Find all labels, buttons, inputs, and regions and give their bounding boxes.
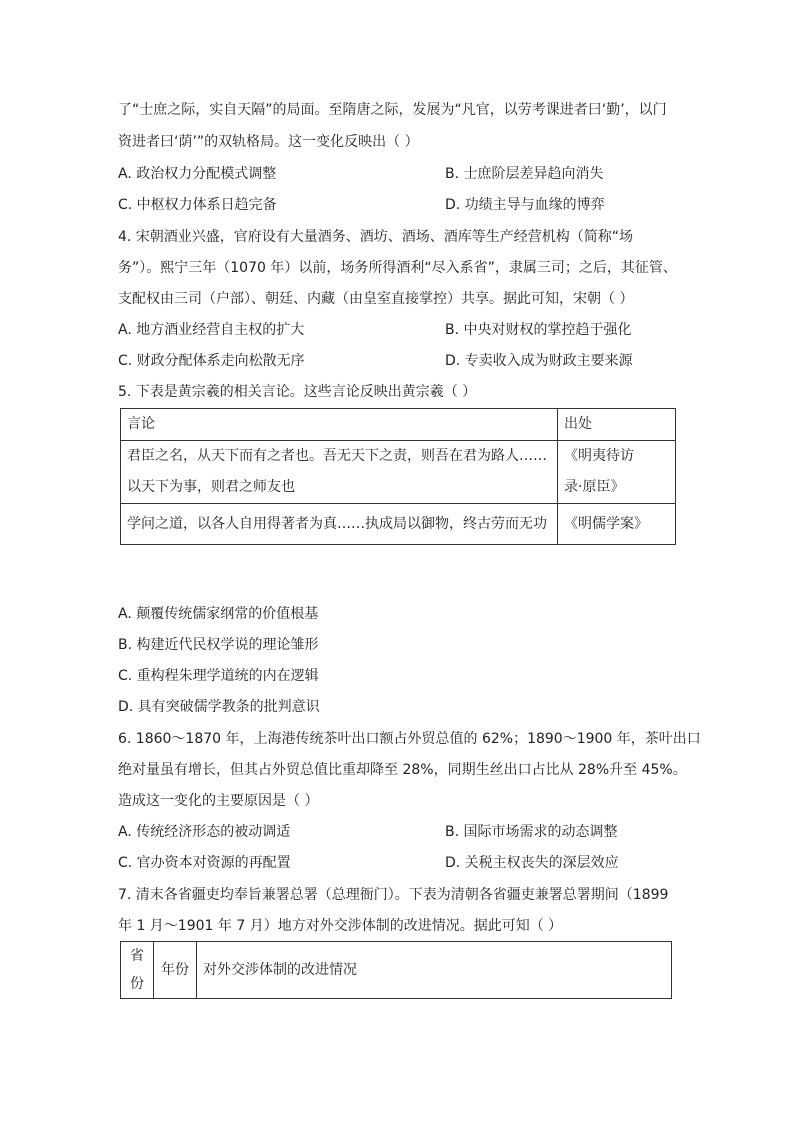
q6-stem-line-3: 造成这一变化的主要原因是（ ）	[118, 793, 319, 809]
q7-reform-table	[120, 941, 672, 999]
q4-stem-line-1: 4. 宋朝酒业兴盛，官府设有大量酒务、酒坊、酒场、酒库等生产经营机构（简称“场	[118, 229, 634, 245]
q3-option-d: D. 功绩主导与血缘的博弈	[445, 197, 605, 213]
q6-option-b: B. 国际市场需求的动态调整	[445, 824, 618, 840]
q4-stem-line-3: 支配权由三司（户部）、朝廷、内藏（由皇室直接掌控）共享。据此可知，宋朝（ ）	[118, 291, 634, 307]
province-line: 省	[130, 948, 144, 964]
q3-option-c: C. 中枢权力体系日趋完备	[118, 197, 277, 213]
q6-option-a: A. 传统经济形态的被动调适	[118, 824, 291, 840]
source-line: 《明儒学案》	[564, 516, 648, 532]
table-row	[121, 441, 676, 504]
province-line: 份	[130, 976, 144, 992]
q6-option-c: C. 官办资本对资源的再配置	[118, 855, 291, 871]
q4-option-d: D. 专卖收入成为财政主要来源	[445, 353, 633, 369]
table-header-year: 年份	[154, 942, 197, 999]
table-header-row	[121, 409, 676, 441]
q5-option-c: C. 重构程朱理学道统的内在逻辑	[118, 668, 319, 684]
q4-option-b: B. 中央对财权的掌控趋于强化	[445, 322, 632, 338]
table-header-speech: 言论	[121, 409, 558, 441]
q7-stem-line-2: 年 1 月～1901 年 7 月）地方对外交涉体制的改进情况。据此可知（ ）	[118, 918, 563, 934]
q3-option-b: B. 士庶阶层差异趋向消失	[445, 166, 604, 182]
table-header-row	[121, 942, 672, 999]
q3-option-a: A. 政治权力分配模式调整	[118, 166, 277, 182]
q5-stem: 5. 下表是黄宗羲的相关言论。这些言论反映出黄宗羲（ ）	[118, 384, 477, 400]
q4-stem-line-2: 务”）。熙宁三年（1070 年）以前，场务所得酒利“尽入系省”，隶属三司；之后，其征管、	[118, 260, 677, 276]
q6-stem-line-1: 6. 1860～1870 年，上海港传统茶叶出口额占外贸总值的 62%；1890～1900 年，茶叶出口	[118, 731, 701, 747]
table-header-reform: 对外交涉体制的改进情况	[197, 942, 672, 999]
table-cell-source	[558, 441, 676, 504]
speech-line: 以天下为事，则君之师友也	[127, 479, 295, 495]
q5-quote-table	[120, 408, 676, 545]
q5-option-d: D. 具有突破儒学教条的批判意识	[118, 699, 320, 715]
q6-option-d: D. 关税主权丧失的深层效应	[445, 855, 619, 871]
q5-option-a: A. 颠覆传统儒家纲常的价值根基	[118, 606, 319, 622]
table-row	[121, 504, 676, 545]
table-cell-speech	[121, 504, 558, 545]
table-cell-source	[558, 504, 676, 545]
speech-line: 君臣之名，从天下而有之者也。吾无天下之责，则吾在君为路人……	[127, 448, 547, 464]
table-cell-speech	[121, 441, 558, 504]
source-line: 《明夷待访	[564, 448, 634, 464]
speech-line: 学问之道，以各人自用得著者为真……执成局以御物，终古劳而无功	[127, 516, 547, 532]
table-header-source: 出处	[558, 409, 676, 441]
q7-stem-line-1: 7. 清末各省疆吏均奉旨兼署总署（总理衙门）。下表为清朝各省疆吏兼署总署期间（1899	[118, 887, 669, 903]
source-line: 录·原臣》	[564, 479, 625, 495]
q3-stem-line-1: 了“士庶之际，实自天隔”的局面。至隋唐之际，发展为“凡官，以劳考课进者曰‘勤’，以门	[118, 102, 667, 118]
q3-stem-line-2: 资进者曰‘荫’”的双轨格局。这一变化反映出（ ）	[118, 134, 419, 150]
q5-option-b: B. 构建近代民权学说的理论雏形	[118, 637, 319, 653]
q6-stem-line-2: 绝对量虽有增长，但其占外贸总值比重却降至 28%，同期生丝出口占比从 28%升至 45%。	[118, 762, 687, 778]
q4-option-a: A. 地方酒业经营自主权的扩大	[118, 322, 305, 338]
table-header-province	[121, 942, 154, 999]
q4-option-c: C. 财政分配体系走向松散无序	[118, 353, 305, 369]
